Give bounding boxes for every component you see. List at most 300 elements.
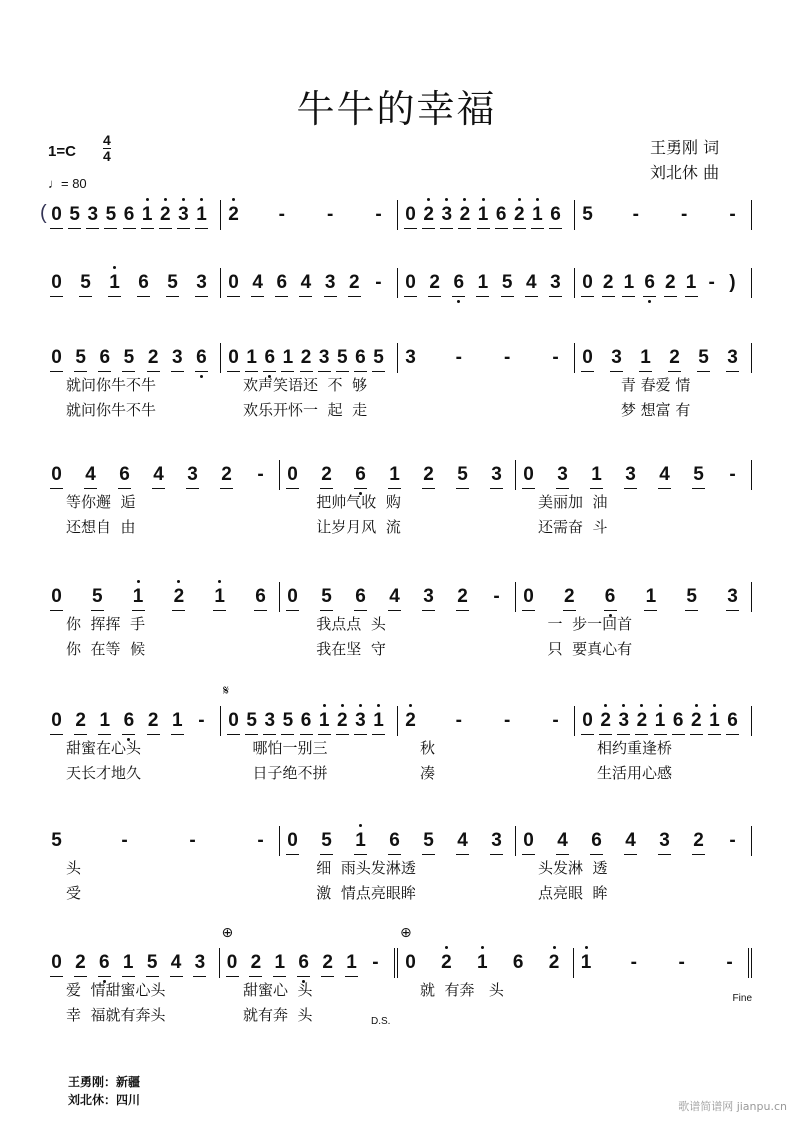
note: 3 bbox=[318, 347, 330, 368]
lyric-text: 相约重逢桥 bbox=[597, 739, 673, 757]
lyric-cell bbox=[398, 298, 575, 323]
note: 5 bbox=[105, 204, 117, 225]
lyrics-verse-2 bbox=[44, 637, 752, 662]
note: 3 bbox=[625, 464, 636, 485]
measure bbox=[516, 460, 752, 490]
lyric-text: 欢声笑语还 不 够 bbox=[243, 376, 368, 394]
note: 2 bbox=[636, 710, 648, 731]
note: 1 bbox=[122, 952, 134, 973]
lyric-text: 我点点 头 bbox=[302, 615, 386, 633]
lyric-cell bbox=[44, 230, 221, 255]
notes-row bbox=[44, 343, 752, 373]
note: 0 bbox=[228, 347, 239, 368]
composer-credit: 刘北休 曲 bbox=[650, 163, 720, 182]
score-system bbox=[44, 924, 752, 1028]
note: 3 bbox=[611, 347, 622, 368]
lyric-text: 头 bbox=[66, 859, 82, 877]
note: 0 bbox=[405, 204, 416, 225]
note: 3 bbox=[178, 204, 189, 225]
note: 4 bbox=[252, 272, 263, 293]
note: 6 bbox=[195, 347, 208, 369]
lyric-text: 甜蜜心 头 bbox=[243, 981, 313, 999]
notes-row bbox=[44, 682, 752, 736]
note: 6 bbox=[512, 952, 524, 973]
note: 3 bbox=[196, 272, 207, 293]
dash-note: - bbox=[708, 272, 715, 293]
note: 3 bbox=[491, 464, 502, 485]
note: 2 bbox=[250, 952, 262, 973]
dash-note: - bbox=[375, 272, 382, 293]
note: 6 bbox=[452, 272, 465, 294]
lyric-cell bbox=[221, 1003, 398, 1028]
note: 1 bbox=[476, 952, 488, 973]
song-title: 牛牛的幸福 bbox=[296, 87, 497, 131]
measure bbox=[44, 706, 221, 736]
lyric-cell bbox=[221, 230, 398, 255]
note: 0 bbox=[287, 464, 298, 485]
note: 6 bbox=[255, 586, 266, 607]
note: 6 bbox=[672, 710, 684, 731]
measure bbox=[221, 200, 398, 230]
tempo-marking bbox=[48, 176, 87, 191]
lyric-cell bbox=[44, 978, 221, 1003]
lyric-cell bbox=[44, 761, 221, 786]
lyric-text: 幸 福就有奔头 bbox=[66, 1006, 166, 1024]
note: 2 bbox=[147, 347, 159, 368]
lyrics-verse-1 bbox=[44, 490, 752, 515]
open-paren: ( bbox=[40, 202, 47, 224]
lyrics-verse-1 bbox=[44, 230, 752, 255]
lyric-text: 受 bbox=[66, 884, 82, 902]
lyric-text: 只 要真心有 bbox=[538, 640, 633, 658]
lyric-cell bbox=[44, 736, 221, 761]
note: 5 bbox=[693, 464, 704, 485]
note: 1 bbox=[346, 952, 357, 973]
note: 0 bbox=[582, 272, 593, 293]
note: 5 bbox=[698, 347, 709, 368]
lyric-text: 就问你牛不牛 bbox=[66, 401, 157, 419]
lyrics-verse-2 bbox=[44, 398, 752, 423]
dash-note: - bbox=[455, 710, 462, 731]
note: 5 bbox=[75, 347, 86, 368]
note: 2 bbox=[405, 710, 416, 731]
measure bbox=[44, 460, 280, 490]
note: 2 bbox=[600, 710, 611, 731]
note: 1 bbox=[645, 586, 657, 607]
lyric-cell bbox=[280, 881, 516, 906]
note: 2 bbox=[423, 464, 434, 485]
note: 3 bbox=[491, 830, 502, 851]
lyric-text: 你 挥挥 手 bbox=[66, 615, 146, 633]
note: 1 bbox=[246, 347, 257, 368]
note: 6 bbox=[355, 586, 366, 607]
lyric-text: 梦 想富 有 bbox=[597, 401, 691, 419]
note: 4 bbox=[659, 464, 670, 485]
lyrics-verse-2 bbox=[44, 515, 752, 540]
measure bbox=[44, 343, 221, 373]
note: 5 bbox=[123, 347, 135, 368]
lyric-cell bbox=[516, 881, 752, 906]
note: 6 bbox=[119, 464, 130, 485]
lyric-text: 就 有奔 头 bbox=[420, 981, 504, 999]
note: 2 bbox=[147, 710, 159, 731]
lyric-cell bbox=[280, 515, 516, 540]
coda-icon: ⊕ bbox=[221, 924, 234, 940]
note: 2 bbox=[548, 952, 560, 973]
note: 6 bbox=[727, 710, 738, 731]
footer-note-lyricist: 王勇刚：新疆 bbox=[68, 1075, 141, 1089]
note: 0 bbox=[51, 272, 62, 293]
note: 0 bbox=[582, 347, 593, 368]
dash-note: - bbox=[278, 204, 285, 225]
lyric-cell bbox=[44, 373, 221, 398]
lyric-cell bbox=[44, 490, 280, 515]
note: 2 bbox=[513, 204, 525, 225]
note: 1 bbox=[532, 204, 543, 225]
note: 3 bbox=[355, 710, 366, 731]
note: 0 bbox=[405, 272, 416, 293]
note: 4 bbox=[170, 952, 182, 973]
note: 5 bbox=[321, 586, 332, 607]
measure bbox=[221, 343, 398, 373]
notes-row bbox=[40, 200, 752, 230]
note: 0 bbox=[228, 272, 239, 293]
note: 3 bbox=[194, 952, 206, 973]
dash-note: - bbox=[680, 204, 688, 225]
note: 5 bbox=[146, 952, 158, 973]
notes-row bbox=[44, 268, 752, 298]
note: 3 bbox=[171, 347, 183, 368]
note: 5 bbox=[80, 272, 91, 293]
lyric-cell bbox=[516, 515, 752, 540]
measure bbox=[44, 268, 221, 298]
note: 2 bbox=[159, 204, 171, 225]
note: 0 bbox=[287, 586, 298, 607]
note: 3 bbox=[87, 204, 99, 225]
dash-note: - bbox=[630, 952, 637, 973]
note: 0 bbox=[582, 710, 593, 731]
note: 1 bbox=[654, 710, 666, 731]
note: 3 bbox=[187, 464, 198, 485]
note: 4 bbox=[457, 830, 468, 851]
dash-note: - bbox=[678, 952, 685, 973]
note: 3 bbox=[423, 586, 434, 607]
note: 0 bbox=[51, 464, 62, 485]
close-paren: ) bbox=[729, 272, 736, 293]
score-system bbox=[44, 826, 752, 906]
note: 0 bbox=[51, 204, 62, 225]
measure bbox=[280, 826, 516, 856]
note: 6 bbox=[276, 272, 288, 293]
note: 6 bbox=[123, 204, 135, 225]
lyrics-verse-1 bbox=[44, 612, 752, 637]
note: 5 bbox=[246, 710, 257, 731]
note: 3 bbox=[557, 464, 568, 485]
lyric-cell bbox=[575, 978, 752, 1003]
lyrics-verse-2 bbox=[44, 1003, 752, 1028]
note: 4 bbox=[300, 272, 312, 293]
lyricist-credit: 王勇刚 词 bbox=[650, 138, 720, 157]
note: 3 bbox=[618, 710, 630, 731]
note: 2 bbox=[173, 586, 185, 607]
dash-note: - bbox=[503, 347, 511, 368]
note: 0 bbox=[51, 952, 62, 973]
note: 2 bbox=[602, 272, 614, 293]
lyrics-verse-2 bbox=[44, 761, 752, 786]
note: 5 bbox=[51, 830, 62, 851]
note: 6 bbox=[389, 830, 400, 851]
lyric-text: 激 情点亮眼眸 bbox=[302, 884, 416, 902]
note: 2 bbox=[221, 464, 232, 485]
notes-row bbox=[44, 460, 752, 490]
score-system bbox=[44, 460, 752, 540]
lyric-cell bbox=[44, 298, 221, 323]
note: 5 bbox=[457, 464, 468, 485]
note: 6 bbox=[354, 464, 367, 486]
note: 2 bbox=[459, 204, 471, 225]
lyric-text: 凑 bbox=[420, 764, 436, 782]
lyric-cell bbox=[398, 373, 575, 398]
lyric-text: 秋 bbox=[420, 739, 436, 757]
note: 5 bbox=[373, 347, 384, 368]
measure bbox=[575, 200, 752, 230]
lyrics-verse-1 bbox=[44, 298, 752, 323]
lyrics-verse-2 bbox=[44, 881, 752, 906]
lyric-cell bbox=[280, 612, 516, 637]
note: 6 bbox=[138, 272, 149, 293]
note: 2 bbox=[564, 586, 575, 607]
note: 1 bbox=[196, 204, 207, 225]
measure bbox=[575, 706, 752, 736]
dash-note: - bbox=[455, 347, 462, 368]
note: 2 bbox=[669, 347, 680, 368]
lyric-cell bbox=[280, 856, 516, 881]
note: 6 bbox=[495, 204, 507, 225]
note: 5 bbox=[336, 347, 348, 368]
note: 1 bbox=[591, 464, 602, 485]
note: 2 bbox=[336, 710, 348, 731]
note: 1 bbox=[214, 586, 225, 607]
lyric-cell bbox=[44, 856, 280, 881]
note: 5 bbox=[92, 586, 103, 607]
lyric-text: 一 步一回首 bbox=[538, 615, 633, 633]
notes-row bbox=[44, 582, 752, 612]
dash-note: - bbox=[726, 952, 733, 973]
note: 3 bbox=[324, 272, 336, 293]
lyric-text: 生活用心感 bbox=[597, 764, 673, 782]
dash-note: - bbox=[729, 830, 736, 851]
measure bbox=[574, 948, 753, 978]
lyric-text: 爱 情甜蜜心头 bbox=[66, 981, 166, 999]
note: 1 bbox=[132, 586, 144, 607]
note: 1 bbox=[709, 710, 720, 731]
note: 3 bbox=[727, 347, 738, 368]
lyric-text: 还想自 由 bbox=[66, 518, 136, 536]
note: 3 bbox=[405, 347, 416, 368]
measure bbox=[44, 200, 221, 230]
note: 0 bbox=[228, 710, 239, 731]
note: 0 bbox=[287, 830, 298, 851]
dash-note: - bbox=[552, 347, 559, 368]
score-system bbox=[44, 343, 752, 423]
lyrics-verse-1 bbox=[44, 978, 752, 1003]
note: 0 bbox=[51, 710, 62, 731]
note: 6 bbox=[99, 347, 111, 368]
dash-note: - bbox=[257, 464, 264, 485]
quarter-note-icon: ♩ bbox=[48, 176, 61, 191]
notes-row bbox=[44, 924, 752, 978]
lyric-text: 点亮眼 眸 bbox=[538, 884, 608, 902]
lyric-text: 让岁月风 流 bbox=[302, 518, 401, 536]
lyric-cell bbox=[44, 637, 280, 662]
coda-icon: ⊕ bbox=[400, 924, 412, 940]
dash-note: - bbox=[257, 830, 264, 851]
note: 4 bbox=[557, 830, 568, 851]
lyrics-verse-1 bbox=[44, 373, 752, 398]
measure bbox=[220, 924, 399, 978]
note: 3 bbox=[441, 204, 453, 225]
lyric-text: 就有奔 头 bbox=[243, 1006, 313, 1024]
note: 3 bbox=[659, 830, 670, 851]
lyric-cell bbox=[44, 881, 280, 906]
note: 2 bbox=[75, 710, 86, 731]
lyric-cell bbox=[516, 612, 752, 637]
note: 1 bbox=[389, 464, 400, 485]
lyric-text: 哪怕一别三 bbox=[243, 739, 328, 757]
note: 2 bbox=[429, 272, 440, 293]
lyric-text: 把帅气收 购 bbox=[302, 493, 401, 511]
lyric-cell bbox=[280, 637, 516, 662]
time-signature bbox=[103, 133, 111, 164]
measure bbox=[398, 924, 574, 978]
dash-note: - bbox=[552, 710, 559, 731]
note: 4 bbox=[85, 464, 96, 485]
note: 1 bbox=[580, 952, 592, 973]
measure bbox=[221, 682, 398, 736]
lyric-text: 你 在等 候 bbox=[66, 640, 146, 658]
lyric-cell bbox=[221, 978, 398, 1003]
watermark: 歌谱简谱网 jianpu.cn bbox=[678, 1100, 787, 1113]
lyric-cell bbox=[516, 637, 752, 662]
note: 0 bbox=[523, 586, 534, 607]
lyric-cell bbox=[575, 1003, 752, 1028]
lyric-cell bbox=[221, 373, 398, 398]
dash-note: - bbox=[729, 204, 736, 225]
note: 1 bbox=[171, 710, 183, 731]
score-system bbox=[44, 682, 752, 786]
dash-note: - bbox=[121, 830, 128, 851]
lyric-text: 头发淋 透 bbox=[538, 859, 608, 877]
note: 1 bbox=[274, 952, 286, 973]
note: 2 bbox=[321, 464, 332, 485]
lyric-cell bbox=[516, 856, 752, 881]
note: 2 bbox=[75, 952, 86, 973]
note: 0 bbox=[523, 830, 534, 851]
note: 3 bbox=[727, 586, 738, 607]
ds-marking: D.S. bbox=[371, 1016, 391, 1027]
lyric-cell bbox=[221, 736, 398, 761]
footer-note-composer: 刘北休：四川 bbox=[68, 1093, 141, 1107]
note: 1 bbox=[282, 347, 294, 368]
lyric-cell bbox=[575, 298, 752, 323]
note: 2 bbox=[665, 272, 676, 293]
note: 5 bbox=[69, 204, 80, 225]
dash-note: - bbox=[198, 710, 205, 731]
note: 5 bbox=[686, 586, 697, 607]
lyric-text: 我在坚 守 bbox=[302, 640, 386, 658]
measure bbox=[575, 343, 752, 373]
measure bbox=[44, 826, 280, 856]
lyric-text: 欢乐开怀一 起 走 bbox=[243, 401, 368, 419]
lyric-text: 青 春爱 情 bbox=[597, 376, 691, 394]
note: 5 bbox=[282, 710, 294, 731]
note: 6 bbox=[550, 204, 561, 225]
dash-note: - bbox=[189, 830, 196, 851]
measure bbox=[516, 582, 752, 612]
note: 2 bbox=[690, 710, 702, 731]
note: 5 bbox=[321, 830, 332, 851]
tempo-value: = 80 bbox=[61, 176, 87, 191]
fine-marking: Fine bbox=[732, 993, 752, 1004]
note: 0 bbox=[405, 952, 416, 973]
measure bbox=[44, 948, 220, 978]
note: 5 bbox=[423, 830, 434, 851]
meter-top: 4 bbox=[103, 132, 111, 148]
dash-note: - bbox=[493, 586, 500, 607]
note: 0 bbox=[51, 347, 62, 368]
note: 2 bbox=[693, 830, 704, 851]
lyric-text: 美丽加 油 bbox=[538, 493, 608, 511]
dash-note: - bbox=[372, 952, 379, 973]
note: 4 bbox=[525, 272, 537, 293]
score-system bbox=[44, 582, 752, 662]
segno-icon: 𝄋 bbox=[223, 682, 230, 698]
lyric-cell bbox=[398, 1003, 575, 1028]
note: 6 bbox=[591, 830, 602, 851]
lyric-text: 等你邂 逅 bbox=[66, 493, 136, 511]
measure bbox=[221, 268, 398, 298]
note: 1 bbox=[373, 710, 384, 731]
lyric-cell bbox=[516, 490, 752, 515]
dash-note: - bbox=[326, 204, 334, 225]
note: 1 bbox=[141, 204, 153, 225]
note: 5 bbox=[582, 204, 593, 225]
note: 6 bbox=[122, 710, 135, 732]
note: 3 bbox=[550, 272, 561, 293]
note: 6 bbox=[604, 586, 617, 608]
note: 2 bbox=[457, 586, 468, 607]
lyric-cell bbox=[398, 978, 575, 1003]
lyric-cell bbox=[575, 736, 752, 761]
lyric-cell bbox=[398, 398, 575, 423]
lyric-cell bbox=[44, 612, 280, 637]
note: 2 bbox=[441, 952, 452, 973]
lyric-cell bbox=[221, 761, 398, 786]
note: 6 bbox=[297, 952, 310, 974]
measure bbox=[398, 706, 575, 736]
note: 1 bbox=[477, 204, 489, 225]
key-signature: 1=C bbox=[48, 143, 76, 160]
lyric-cell bbox=[44, 398, 221, 423]
lyric-cell bbox=[221, 398, 398, 423]
lyric-cell bbox=[575, 373, 752, 398]
lyric-cell bbox=[575, 761, 752, 786]
note: 5 bbox=[501, 272, 513, 293]
dash-note: - bbox=[375, 204, 382, 225]
note: 1 bbox=[640, 347, 651, 368]
dash-note: - bbox=[632, 204, 639, 225]
dash-note: - bbox=[729, 464, 736, 485]
